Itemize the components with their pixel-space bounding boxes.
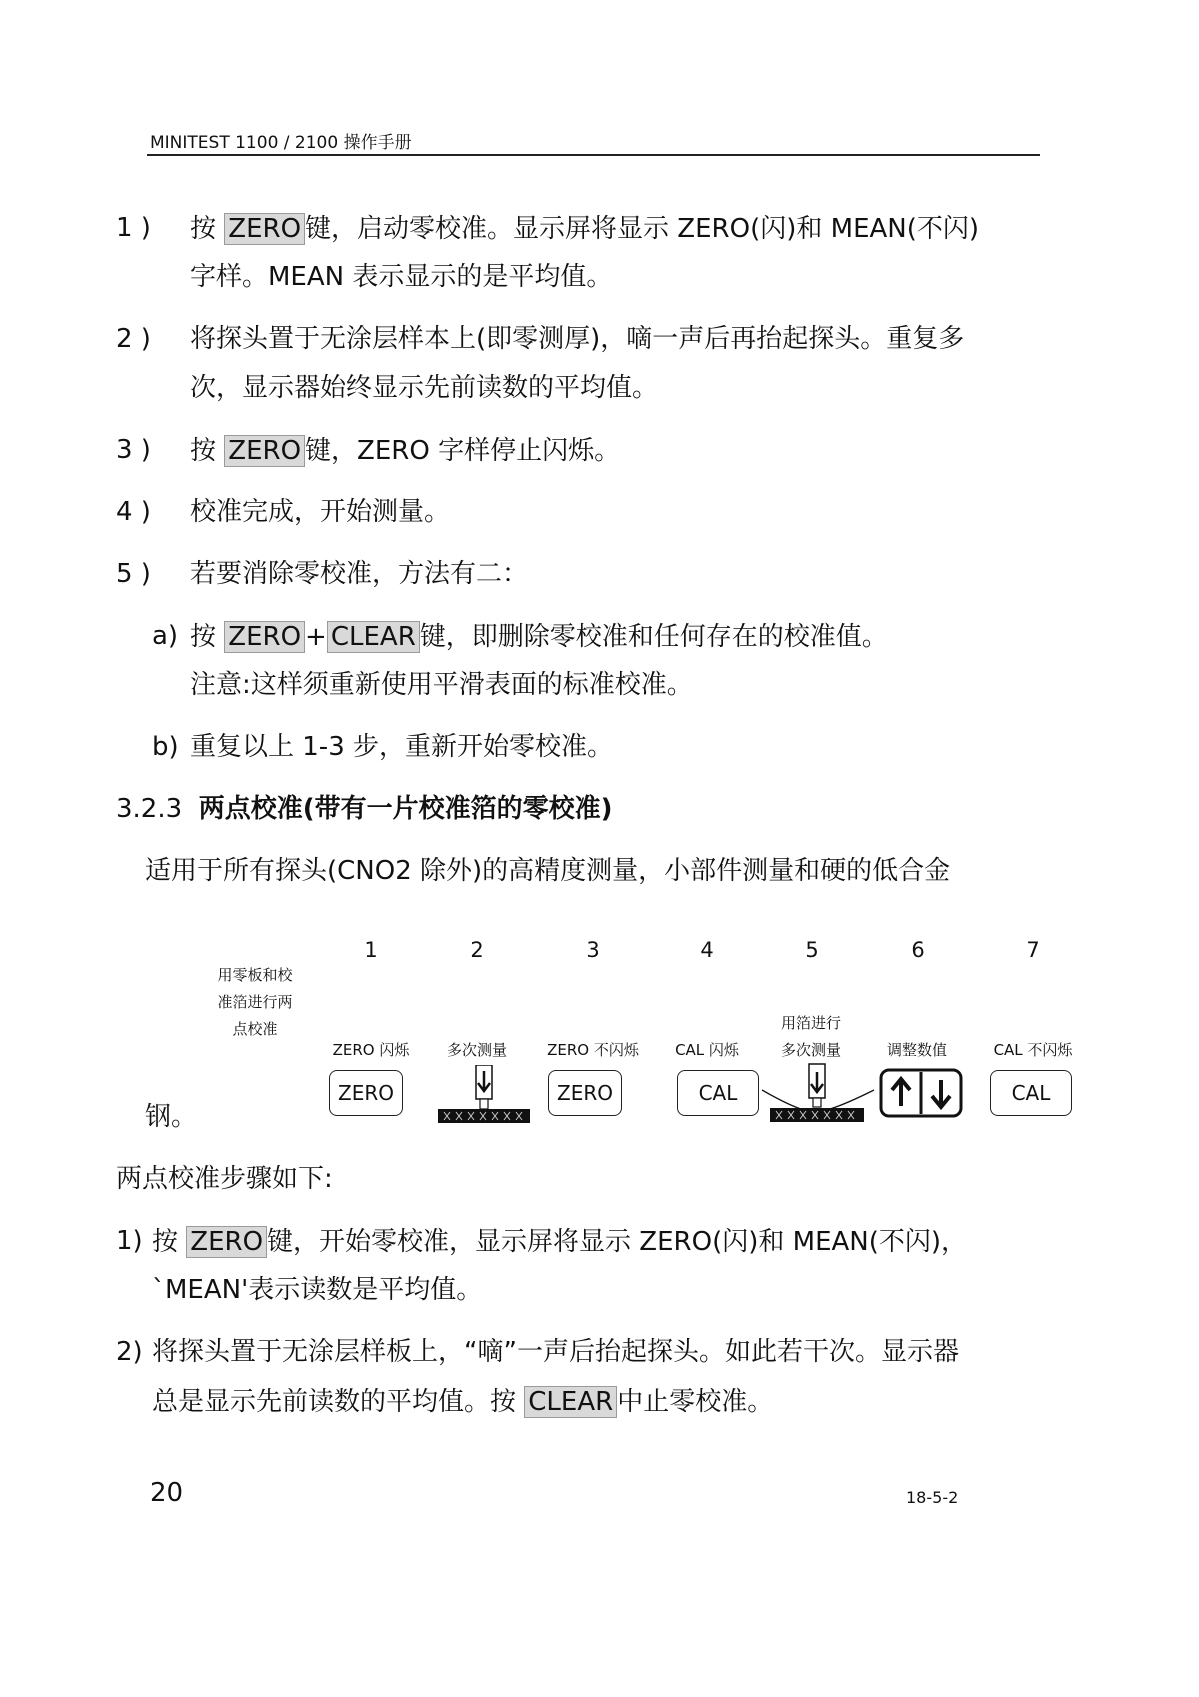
step-3-pre: 按 bbox=[190, 436, 225, 466]
sub-b-text: 重复以上 1-3 步，重新开始零校准。 bbox=[190, 732, 613, 762]
sub-a-post: 键，即删除零校准和任何存在的校准值。 bbox=[419, 622, 888, 652]
header-title: MINITEST 1100 / 2100 操作手册 bbox=[150, 133, 412, 153]
tp-step-1-pre: 按 bbox=[152, 1227, 187, 1257]
step-1-number: 1 ) bbox=[116, 213, 151, 243]
zero-key: ZERO bbox=[224, 621, 305, 653]
diagram-cal-key-steady: CAL bbox=[990, 1070, 1072, 1116]
step-3-post: 键，ZERO 字样停止闪烁。 bbox=[305, 436, 621, 466]
diagram-step-4-caption: CAL 闪烁 bbox=[675, 1041, 739, 1059]
diagram-step-2-caption: 多次测量 bbox=[446, 1041, 507, 1059]
intro-line2: 钢。 bbox=[145, 1102, 198, 1132]
diagram-step-2-number: 2 bbox=[470, 938, 484, 962]
tp-step-1-text bbox=[152, 1226, 967, 1258]
section-heading bbox=[116, 794, 612, 824]
diagram-left-label bbox=[205, 962, 305, 1043]
step-3-text bbox=[190, 435, 620, 467]
step-2-text: 将探头置于无涂层样本上(即零测厚)，嘀一声后再抬起探头。重复多 bbox=[190, 324, 965, 354]
sub-a-pre: 按 bbox=[190, 622, 225, 652]
step-4-text: 校准完成，开始测量。 bbox=[190, 497, 451, 527]
diagram-step-4-number: 4 bbox=[700, 938, 714, 962]
clear-key: CLEAR bbox=[327, 621, 420, 653]
header-rule bbox=[147, 154, 1040, 156]
sub-a-note: 注意:这样须重新使用平滑表面的标准校准。 bbox=[190, 670, 693, 700]
diagram-step-3-number: 3 bbox=[586, 938, 600, 962]
two-point-heading: 两点校准步骤如下: bbox=[116, 1164, 333, 1194]
tp-step-1-line2: `MEAN'表示读数是平均值。 bbox=[152, 1275, 483, 1305]
diagram-step-7-caption: CAL 不闪烁 bbox=[993, 1041, 1073, 1059]
step-3-number: 3 ) bbox=[116, 435, 151, 465]
up-down-keys-icon bbox=[879, 1068, 963, 1118]
diagram-left-line-2: 准箔进行两 bbox=[217, 993, 293, 1011]
probe-on-plate-icon bbox=[436, 1065, 532, 1125]
page-number: 20 bbox=[150, 1478, 184, 1508]
sub-a-label: a) bbox=[152, 621, 179, 651]
section-title: 两点校准(带有一片校准箔的零校准) bbox=[198, 794, 613, 824]
revision-date: 18-5-2 bbox=[906, 1488, 959, 1507]
zero-key: ZERO bbox=[186, 1226, 267, 1258]
clear-key: CLEAR bbox=[524, 1386, 617, 1418]
tp-step-2-text: 将探头置于无涂层样板上，“嘀”一声后抬起探头。如此若干次。显示器 bbox=[152, 1337, 959, 1367]
diagram-step-5-number: 5 bbox=[805, 938, 819, 962]
step-4-number: 4 ) bbox=[116, 497, 151, 527]
tp-step-1-number: 1) bbox=[116, 1226, 143, 1256]
plus-sign: + bbox=[305, 622, 327, 652]
sub-b-label: b) bbox=[152, 732, 179, 762]
diagram-left-line-1: 用零板和校 bbox=[217, 966, 293, 984]
diagram-step-5-caption: 多次测量 bbox=[780, 1041, 841, 1059]
tp-step-2-line2 bbox=[152, 1386, 773, 1418]
step-5-number: 5 ) bbox=[116, 559, 151, 589]
diagram-step-7-number: 7 bbox=[1026, 938, 1040, 962]
intro-line1: 适用于所有探头(CNO2 除外)的高精度测量，小部件测量和硬的低合金 bbox=[145, 856, 951, 886]
step-2-line2: 次，显示器始终显示先前读数的平均值。 bbox=[190, 373, 659, 403]
step-1-line2: 字样。MEAN 表示显示的是平均值。 bbox=[190, 262, 613, 292]
step-1-text bbox=[190, 213, 979, 245]
diagram-step-1-caption: ZERO 闪烁 bbox=[332, 1041, 410, 1059]
step-1-post: 键，启动零校准。显示屏将显示 ZERO(闪)和 MEAN(不闪) bbox=[305, 214, 980, 244]
zero-key: ZERO bbox=[224, 213, 305, 245]
diagram-step-5-caption-top: 用箔进行 bbox=[780, 1014, 841, 1032]
tp-step-1-post: 键，开始零校准，显示屏将显示 ZERO(闪)和 MEAN(不闪)， bbox=[267, 1227, 968, 1257]
step-1-pre: 按 bbox=[190, 214, 225, 244]
diagram-step-6-caption: 调整数值 bbox=[886, 1041, 947, 1059]
step-5-text: 若要消除零校准，方法有二： bbox=[190, 559, 529, 589]
probe-on-foil-icon bbox=[760, 1062, 876, 1124]
tp-step-2-number: 2) bbox=[116, 1337, 143, 1367]
diagram-zero-key-flashing: ZERO bbox=[329, 1070, 403, 1116]
tp-step-2-line2-pre: 总是显示先前读数的平均值。按 bbox=[152, 1387, 525, 1417]
tp-step-2-line2-post: 中止零校准。 bbox=[617, 1387, 774, 1417]
section-number: 3.2.3 bbox=[116, 794, 183, 824]
diagram-step-1-number: 1 bbox=[364, 938, 378, 962]
diagram-left-line-3: 点校准 bbox=[232, 1020, 278, 1038]
diagram-step-3-caption: ZERO 不闪烁 bbox=[547, 1041, 639, 1059]
diagram-cal-key-flashing: CAL bbox=[677, 1070, 759, 1116]
step-2-number: 2 ) bbox=[116, 324, 151, 354]
zero-key: ZERO bbox=[224, 435, 305, 467]
diagram-zero-key-steady: ZERO bbox=[548, 1070, 622, 1116]
sub-a-text bbox=[190, 621, 888, 653]
diagram-step-6-number: 6 bbox=[911, 938, 925, 962]
